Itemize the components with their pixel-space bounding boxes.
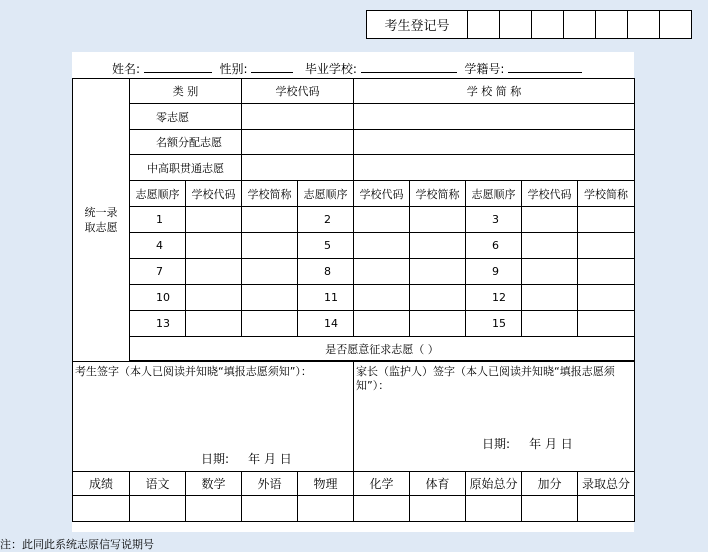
col-header-code: 学校代码	[186, 181, 242, 207]
code-cell[interactable]	[522, 207, 578, 233]
vocational-choice-school[interactable]	[354, 155, 635, 181]
name-cell[interactable]	[242, 259, 298, 285]
order-number: 11	[298, 285, 354, 311]
zero-choice-label: 零志愿	[130, 104, 242, 130]
registration-digit-box[interactable]	[500, 11, 532, 39]
order-number: 12	[466, 285, 522, 311]
student-id-label: 学籍号:	[464, 62, 505, 76]
vocational-choice-code[interactable]	[242, 155, 354, 181]
order-number: 8	[298, 259, 354, 285]
name-cell[interactable]	[578, 233, 635, 259]
col-header-order: 志愿顺序	[130, 181, 186, 207]
score-cell[interactable]	[242, 496, 298, 522]
zero-choice-code[interactable]	[242, 104, 354, 130]
code-cell[interactable]	[186, 233, 242, 259]
code-cell[interactable]	[186, 259, 242, 285]
name-cell[interactable]	[242, 233, 298, 259]
gender-label: 性别:	[219, 62, 248, 76]
name-cell[interactable]	[242, 285, 298, 311]
col-header-order: 志愿顺序	[466, 181, 522, 207]
code-cell[interactable]	[354, 233, 410, 259]
header-school-code: 学校代码	[242, 79, 354, 104]
application-form	[72, 52, 634, 532]
score-cell[interactable]	[298, 496, 354, 522]
quota-choice-code[interactable]	[242, 130, 354, 155]
order-number: 15	[466, 311, 522, 337]
score-header-total: 成绩	[73, 472, 130, 496]
code-cell[interactable]	[186, 285, 242, 311]
order-number: 13	[130, 311, 186, 337]
registration-digit-box[interactable]	[564, 11, 596, 39]
registration-digit-box[interactable]	[468, 11, 500, 39]
order-number: 3	[466, 207, 522, 233]
col-header-name: 学校简称	[242, 181, 298, 207]
code-cell[interactable]	[522, 285, 578, 311]
score-header-chemistry: 化学	[354, 472, 410, 496]
col-header-name: 学校简称	[410, 181, 466, 207]
student-date: 日期: 年 月 日	[201, 452, 292, 466]
name-cell[interactable]	[410, 207, 466, 233]
quota-choice-label: 名额分配志愿	[130, 130, 242, 155]
code-cell[interactable]	[354, 311, 410, 337]
code-cell[interactable]	[354, 207, 410, 233]
order-number: 9	[466, 259, 522, 285]
student-signature-label: 考生签字（本人已阅读并知晓“填报志愿须知”）：	[75, 365, 312, 378]
unified-choice-label: 统一录取志愿	[73, 79, 130, 362]
score-header-admission-total: 录取总分	[578, 472, 635, 496]
school-label: 毕业学校:	[304, 62, 357, 76]
name-cell[interactable]	[242, 207, 298, 233]
name-cell[interactable]	[578, 207, 635, 233]
score-header-foreign-language: 外语	[242, 472, 298, 496]
zero-choice-school[interactable]	[354, 104, 635, 130]
order-number: 2	[298, 207, 354, 233]
score-header-physics: 物理	[298, 472, 354, 496]
registration-label: 考生登记号	[367, 11, 468, 39]
name-cell[interactable]	[410, 259, 466, 285]
code-cell[interactable]	[354, 259, 410, 285]
order-number: 1	[130, 207, 186, 233]
student-info-line	[112, 60, 582, 77]
score-cell[interactable]	[522, 496, 578, 522]
code-cell[interactable]	[522, 259, 578, 285]
code-cell[interactable]	[186, 207, 242, 233]
order-number: 5	[298, 233, 354, 259]
parent-date: 日期: 年 月 日	[482, 437, 573, 451]
student-signature-box[interactable]	[73, 362, 354, 472]
registration-digit-box[interactable]	[596, 11, 628, 39]
order-number: 6	[466, 233, 522, 259]
score-cell[interactable]	[466, 496, 522, 522]
score-cell[interactable]	[130, 496, 186, 522]
name-field[interactable]	[144, 60, 212, 73]
col-header-name: 学校简称	[578, 181, 635, 207]
name-cell[interactable]	[410, 311, 466, 337]
col-header-code: 学校代码	[522, 181, 578, 207]
order-number: 7	[130, 259, 186, 285]
code-cell[interactable]	[522, 311, 578, 337]
name-label: 姓名:	[112, 62, 141, 76]
solicit-choice-question[interactable]: 是否愿意征求志愿（ ）	[130, 337, 635, 361]
vocational-choice-label: 中高职贯通志愿	[130, 155, 242, 181]
registration-digit-box[interactable]	[532, 11, 564, 39]
score-cell[interactable]	[186, 496, 242, 522]
name-cell[interactable]	[242, 311, 298, 337]
registration-digit-box[interactable]	[628, 11, 660, 39]
choices-table	[72, 78, 635, 522]
score-cell[interactable]	[578, 496, 635, 522]
order-number: 10	[130, 285, 186, 311]
registration-digit-box[interactable]	[660, 11, 692, 39]
school-field[interactable]	[361, 60, 457, 73]
code-cell[interactable]	[354, 285, 410, 311]
parent-signature-box[interactable]	[354, 362, 635, 472]
name-cell[interactable]	[578, 259, 635, 285]
score-header-bonus: 加分	[522, 472, 578, 496]
score-cell[interactable]	[354, 496, 410, 522]
footnote: 注：此同此系统志原信写说期号	[0, 538, 154, 551]
code-cell[interactable]	[522, 233, 578, 259]
order-number: 4	[130, 233, 186, 259]
order-number: 14	[298, 311, 354, 337]
registration-number-box	[366, 10, 692, 39]
col-header-order: 志愿顺序	[298, 181, 354, 207]
col-header-code: 学校代码	[354, 181, 410, 207]
parent-signature-label: 家长（监护人）签字（本人已阅读并知晓“填报志愿须知”）：	[356, 365, 615, 392]
quota-choice-school[interactable]	[354, 130, 635, 155]
score-cell[interactable]	[73, 496, 130, 522]
score-header-chinese: 语文	[130, 472, 186, 496]
code-cell[interactable]	[186, 311, 242, 337]
score-header-math: 数学	[186, 472, 242, 496]
name-cell[interactable]	[578, 285, 635, 311]
name-cell[interactable]	[410, 285, 466, 311]
gender-field[interactable]	[251, 60, 293, 73]
name-cell[interactable]	[578, 311, 635, 337]
score-cell[interactable]	[410, 496, 466, 522]
header-category: 类 别	[130, 79, 242, 104]
score-header-pe: 体育	[410, 472, 466, 496]
score-header-raw-total: 原始总分	[466, 472, 522, 496]
student-id-field[interactable]	[508, 60, 582, 73]
header-school-name: 学 校 简 称	[354, 79, 635, 104]
name-cell[interactable]	[410, 233, 466, 259]
